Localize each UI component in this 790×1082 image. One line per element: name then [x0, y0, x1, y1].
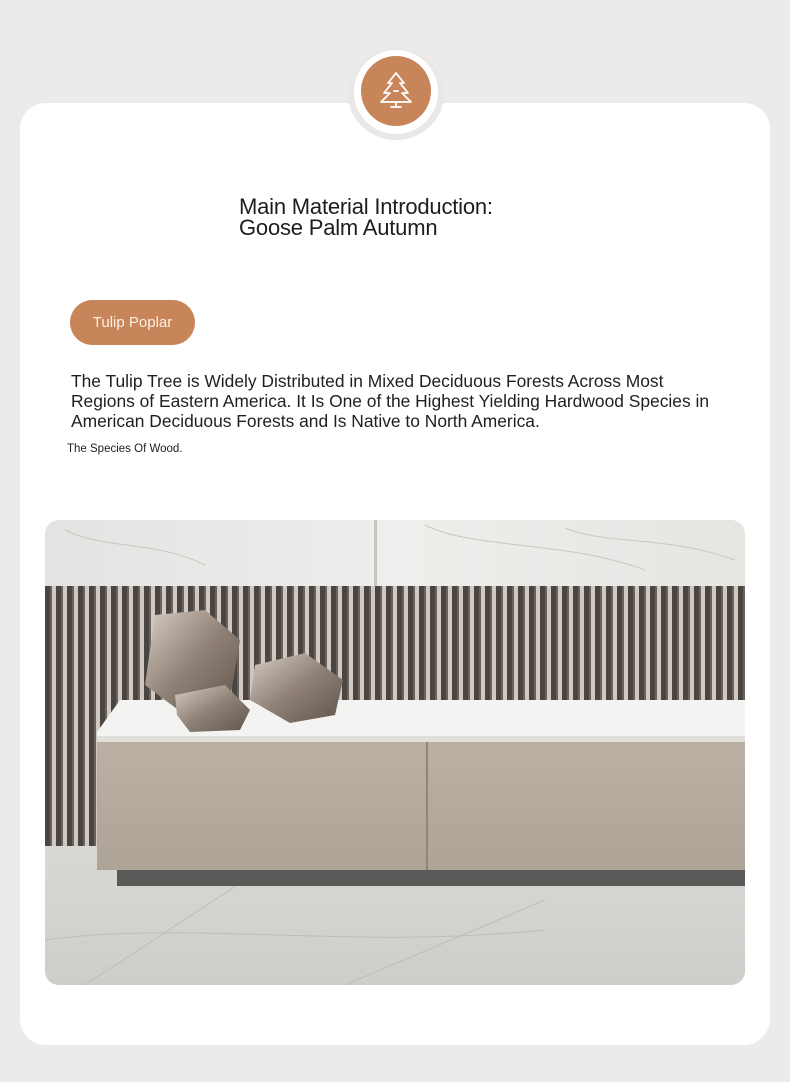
- cabinet-illustration: [45, 520, 745, 985]
- material-description: The Tulip Tree is Widely Distributed in Mixed Deciduous Forests Across Most Regions of Eastern America. It Is One of the Highest Yielding Hardwood Species in American Deciduous Forests and Is Native to North America.: [71, 371, 710, 431]
- title-line-2: Goose Palm Autumn: [239, 215, 438, 240]
- material-tag: Tulip Poplar: [70, 300, 195, 345]
- species-caption: The Species Of Wood.: [67, 443, 183, 455]
- product-photo: [45, 520, 745, 985]
- pine-tree-icon: [376, 69, 416, 114]
- page-title: [239, 196, 559, 238]
- title-line-1: Main Material Introduction:: [239, 194, 493, 219]
- material-badge: [361, 56, 431, 126]
